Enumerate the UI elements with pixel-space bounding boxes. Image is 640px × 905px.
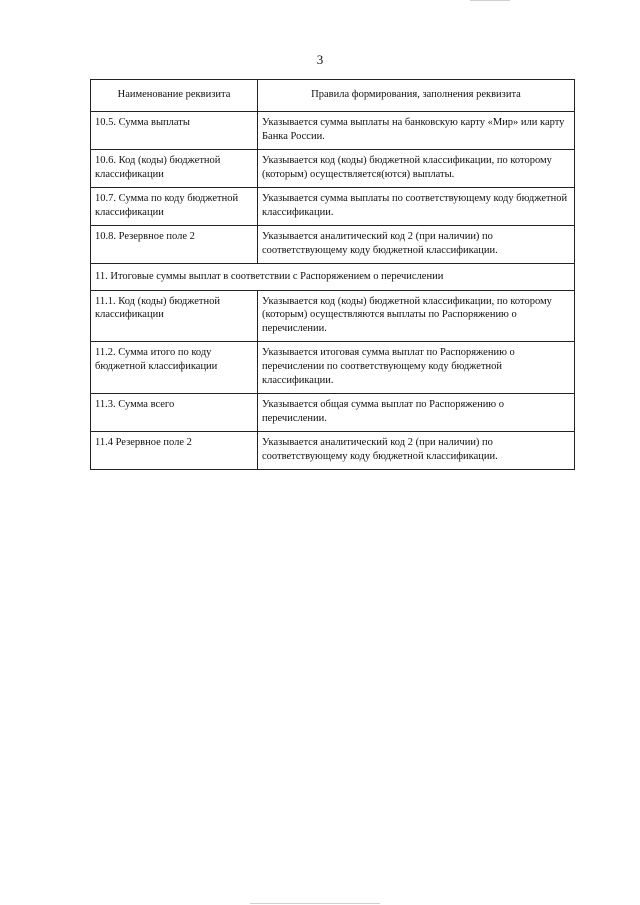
page-number: 3 [316,52,324,67]
table-row [91,187,575,225]
requisite-rule-cell: Указывается код (коды) бюджетной классификации, по которому (которым) осуществляются выплаты по Распоряжению о перечислении. [258,290,575,342]
requisite-rule-cell: Указывается итоговая сумма выплат по Распоряжению о перечислении по соответствующему коду бюджетной классификации. [258,342,575,394]
table-row [91,432,575,470]
section-heading: 11. Итоговые суммы выплат в соответствии с Распоряжением о перечислении [91,263,575,290]
scan-edge-mark-top [470,0,510,1]
header-requisite-rules: Правила формирования, заполнения реквизита [258,80,575,112]
table-row [91,290,575,342]
requisite-rule-cell: Указывается код (коды) бюджетной классификации, по которому (которым) осуществляется(ются) выплаты. [258,149,575,187]
section-heading-row [91,263,575,290]
requisites-table [90,79,575,470]
requisite-name-cell: 10.6. Код (коды) бюджетной классификации [91,149,258,187]
requisite-name-cell: 11.3. Сумма всего [91,394,258,432]
requisite-rule-cell: Указывается сумма выплаты на банковскую карту «Мир» или карту Банка России. [258,111,575,149]
table-row [91,111,575,149]
table-row [91,225,575,263]
requisite-rule-cell: Указывается общая сумма выплат по Распоряжению о перечислении. [258,394,575,432]
requisite-rule-cell: Указывается аналитический код 2 (при наличии) по соответствующему коду бюджетной классификации. [258,225,575,263]
requisite-rule-cell: Указывается сумма выплаты по соответствующему коду бюджетной классификации. [258,187,575,225]
header-requisite-name: Наименование реквизита [91,80,258,112]
requisite-rule-cell: Указывается аналитический код 2 (при наличии) по соответствующему коду бюджетной классификации. [258,432,575,470]
requisite-name-cell: 10.5. Сумма выплаты [91,111,258,149]
requisite-name-cell: 10.7. Сумма по коду бюджетной классификации [91,187,258,225]
requisite-name-cell: 11.4 Резервное поле 2 [91,432,258,470]
table-header-row [91,80,575,112]
table-row [91,394,575,432]
requisite-name-cell: 11.2. Сумма итого по коду бюджетной классификации [91,342,258,394]
scan-edge-mark-bottom [250,903,380,904]
requisite-name-cell: 10.8. Резервное поле 2 [91,225,258,263]
table-row [91,342,575,394]
table-row [91,149,575,187]
requisite-name-cell: 11.1. Код (коды) бюджетной классификации [91,290,258,342]
